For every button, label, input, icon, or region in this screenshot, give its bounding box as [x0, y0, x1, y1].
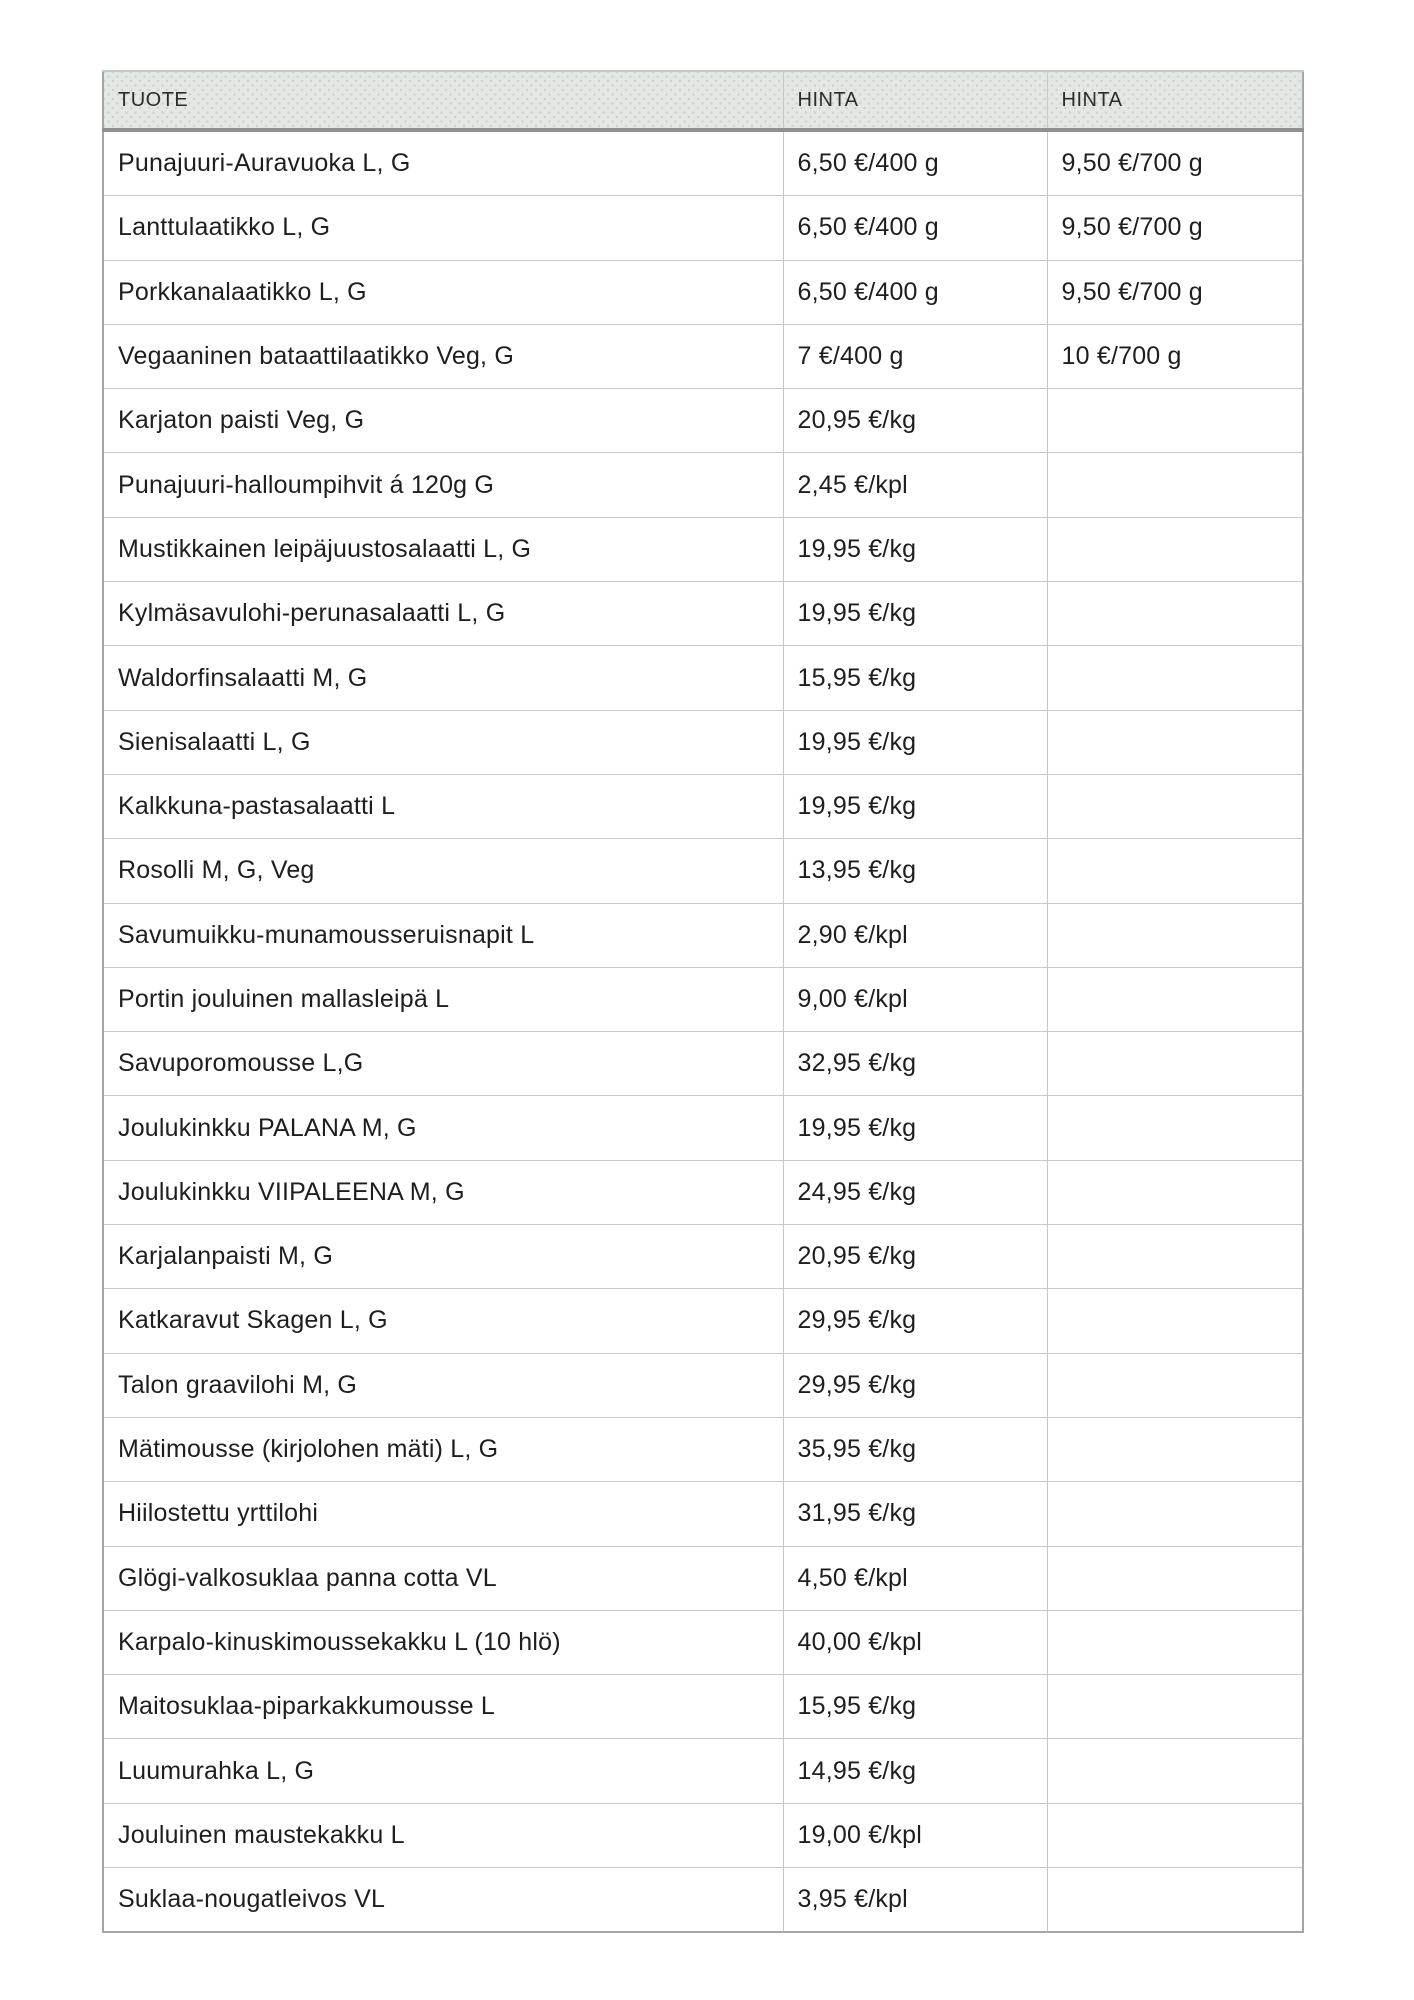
column-header-hinta-2: HINTA	[1047, 71, 1303, 130]
price-cell-2: 10 €/700 g	[1047, 324, 1303, 388]
price-cell-1: 3,95 €/kpl	[783, 1868, 1047, 1933]
product-cell: Kylmäsavulohi-perunasalaatti L, G	[103, 582, 783, 646]
product-cell: Punajuuri-halloumpihvit á 120g G	[103, 453, 783, 517]
table-row	[103, 646, 1303, 710]
table-row	[103, 1289, 1303, 1353]
price-cell-1: 20,95 €/kg	[783, 1225, 1047, 1289]
price-cell-1: 4,50 €/kpl	[783, 1546, 1047, 1610]
price-cell-1: 19,95 €/kg	[783, 582, 1047, 646]
price-cell-2	[1047, 1353, 1303, 1417]
product-cell: Vegaaninen bataattilaatikko Veg, G	[103, 324, 783, 388]
table-row	[103, 774, 1303, 838]
price-cell-2	[1047, 839, 1303, 903]
price-cell-2	[1047, 389, 1303, 453]
price-cell-1: 14,95 €/kg	[783, 1739, 1047, 1803]
price-cell-2	[1047, 453, 1303, 517]
product-cell: Savuporomousse L,G	[103, 1032, 783, 1096]
price-cell-1: 6,50 €/400 g	[783, 196, 1047, 260]
product-cell: Mustikkainen leipäjuustosalaatti L, G	[103, 517, 783, 581]
price-cell-1: 2,90 €/kpl	[783, 903, 1047, 967]
price-cell-1: 9,00 €/kpl	[783, 967, 1047, 1031]
price-cell-1: 15,95 €/kg	[783, 1675, 1047, 1739]
price-cell-1: 2,45 €/kpl	[783, 453, 1047, 517]
product-cell: Jouluinen maustekakku L	[103, 1803, 783, 1867]
table-row	[103, 260, 1303, 324]
price-cell-1: 19,00 €/kpl	[783, 1803, 1047, 1867]
product-cell: Luumurahka L, G	[103, 1739, 783, 1803]
product-cell: Portin jouluinen mallasleipä L	[103, 967, 783, 1031]
price-cell-2	[1047, 1868, 1303, 1933]
price-cell-2: 9,50 €/700 g	[1047, 260, 1303, 324]
product-cell: Karjalanpaisti M, G	[103, 1225, 783, 1289]
price-cell-2: 9,50 €/700 g	[1047, 196, 1303, 260]
price-cell-2	[1047, 1610, 1303, 1674]
price-cell-2	[1047, 1289, 1303, 1353]
product-cell: Katkaravut Skagen L, G	[103, 1289, 783, 1353]
product-cell: Suklaa-nougatleivos VL	[103, 1868, 783, 1933]
product-cell: Porkkanalaatikko L, G	[103, 260, 783, 324]
table-row	[103, 1160, 1303, 1224]
product-cell: Lanttulaatikko L, G	[103, 196, 783, 260]
price-cell-1: 24,95 €/kg	[783, 1160, 1047, 1224]
table-row	[103, 517, 1303, 581]
price-cell-2	[1047, 1546, 1303, 1610]
table-row	[103, 903, 1303, 967]
table-row	[103, 1803, 1303, 1867]
product-cell: Maitosuklaa-piparkakkumousse L	[103, 1675, 783, 1739]
table-row	[103, 1032, 1303, 1096]
product-cell: Glögi-valkosuklaa panna cotta VL	[103, 1546, 783, 1610]
price-cell-2	[1047, 1675, 1303, 1739]
price-cell-2	[1047, 967, 1303, 1031]
column-header-hinta-1: HINTA	[783, 71, 1047, 130]
price-cell-2	[1047, 903, 1303, 967]
table-row	[103, 324, 1303, 388]
product-cell: Talon graavilohi M, G	[103, 1353, 783, 1417]
table-row	[103, 1225, 1303, 1289]
product-cell: Mätimousse (kirjolohen mäti) L, G	[103, 1417, 783, 1481]
price-cell-1: 31,95 €/kg	[783, 1482, 1047, 1546]
price-cell-2	[1047, 517, 1303, 581]
product-cell: Hiilostettu yrttilohi	[103, 1482, 783, 1546]
table-row	[103, 1868, 1303, 1933]
table-row	[103, 1675, 1303, 1739]
table-row	[103, 967, 1303, 1031]
price-cell-2	[1047, 1417, 1303, 1481]
price-cell-1: 19,95 €/kg	[783, 1096, 1047, 1160]
price-cell-2	[1047, 1739, 1303, 1803]
price-cell-2	[1047, 1032, 1303, 1096]
price-cell-1: 32,95 €/kg	[783, 1032, 1047, 1096]
price-cell-1: 20,95 €/kg	[783, 389, 1047, 453]
product-cell: Kalkkuna-pastasalaatti L	[103, 774, 783, 838]
price-cell-1: 29,95 €/kg	[783, 1289, 1047, 1353]
price-cell-1: 19,95 €/kg	[783, 774, 1047, 838]
price-cell-2	[1047, 1160, 1303, 1224]
price-cell-1: 19,95 €/kg	[783, 710, 1047, 774]
price-cell-2	[1047, 582, 1303, 646]
price-cell-1: 29,95 €/kg	[783, 1353, 1047, 1417]
table-row	[103, 1482, 1303, 1546]
product-cell: Rosolli M, G, Veg	[103, 839, 783, 903]
table-row	[103, 710, 1303, 774]
price-cell-1: 6,50 €/400 g	[783, 260, 1047, 324]
product-cell: Savumuikku-munamousseruisnapit L	[103, 903, 783, 967]
price-cell-1: 35,95 €/kg	[783, 1417, 1047, 1481]
price-cell-2	[1047, 1803, 1303, 1867]
product-cell: Sienisalaatti L, G	[103, 710, 783, 774]
table-row	[103, 1610, 1303, 1674]
table-row	[103, 196, 1303, 260]
table-row	[103, 389, 1303, 453]
price-cell-2	[1047, 646, 1303, 710]
price-cell-2	[1047, 1096, 1303, 1160]
table-row	[103, 1353, 1303, 1417]
price-table-head	[103, 71, 1303, 130]
price-table	[102, 70, 1304, 1933]
product-cell: Joulukinkku VIIPALEENA M, G	[103, 1160, 783, 1224]
price-cell-2	[1047, 710, 1303, 774]
product-cell: Karpalo-kinuskimoussekakku L (10 hlö)	[103, 1610, 783, 1674]
product-cell: Joulukinkku PALANA M, G	[103, 1096, 783, 1160]
product-cell: Karjaton paisti Veg, G	[103, 389, 783, 453]
price-cell-1: 7 €/400 g	[783, 324, 1047, 388]
price-table-body	[103, 130, 1303, 1932]
table-row	[103, 582, 1303, 646]
price-cell-1: 6,50 €/400 g	[783, 130, 1047, 196]
price-cell-1: 40,00 €/kpl	[783, 1610, 1047, 1674]
price-cell-1: 15,95 €/kg	[783, 646, 1047, 710]
product-cell: Punajuuri-Auravuoka L, G	[103, 130, 783, 196]
price-cell-2	[1047, 1482, 1303, 1546]
table-row	[103, 1739, 1303, 1803]
table-row	[103, 839, 1303, 903]
table-row	[103, 130, 1303, 196]
price-cell-2	[1047, 774, 1303, 838]
table-row	[103, 1096, 1303, 1160]
price-cell-1: 13,95 €/kg	[783, 839, 1047, 903]
table-row	[103, 1417, 1303, 1481]
table-row	[103, 1546, 1303, 1610]
price-cell-1: 19,95 €/kg	[783, 517, 1047, 581]
price-cell-2: 9,50 €/700 g	[1047, 130, 1303, 196]
table-row	[103, 453, 1303, 517]
product-cell: Waldorfinsalaatti M, G	[103, 646, 783, 710]
column-header-tuote: TUOTE	[103, 71, 783, 130]
price-cell-2	[1047, 1225, 1303, 1289]
header-row	[103, 71, 1303, 130]
